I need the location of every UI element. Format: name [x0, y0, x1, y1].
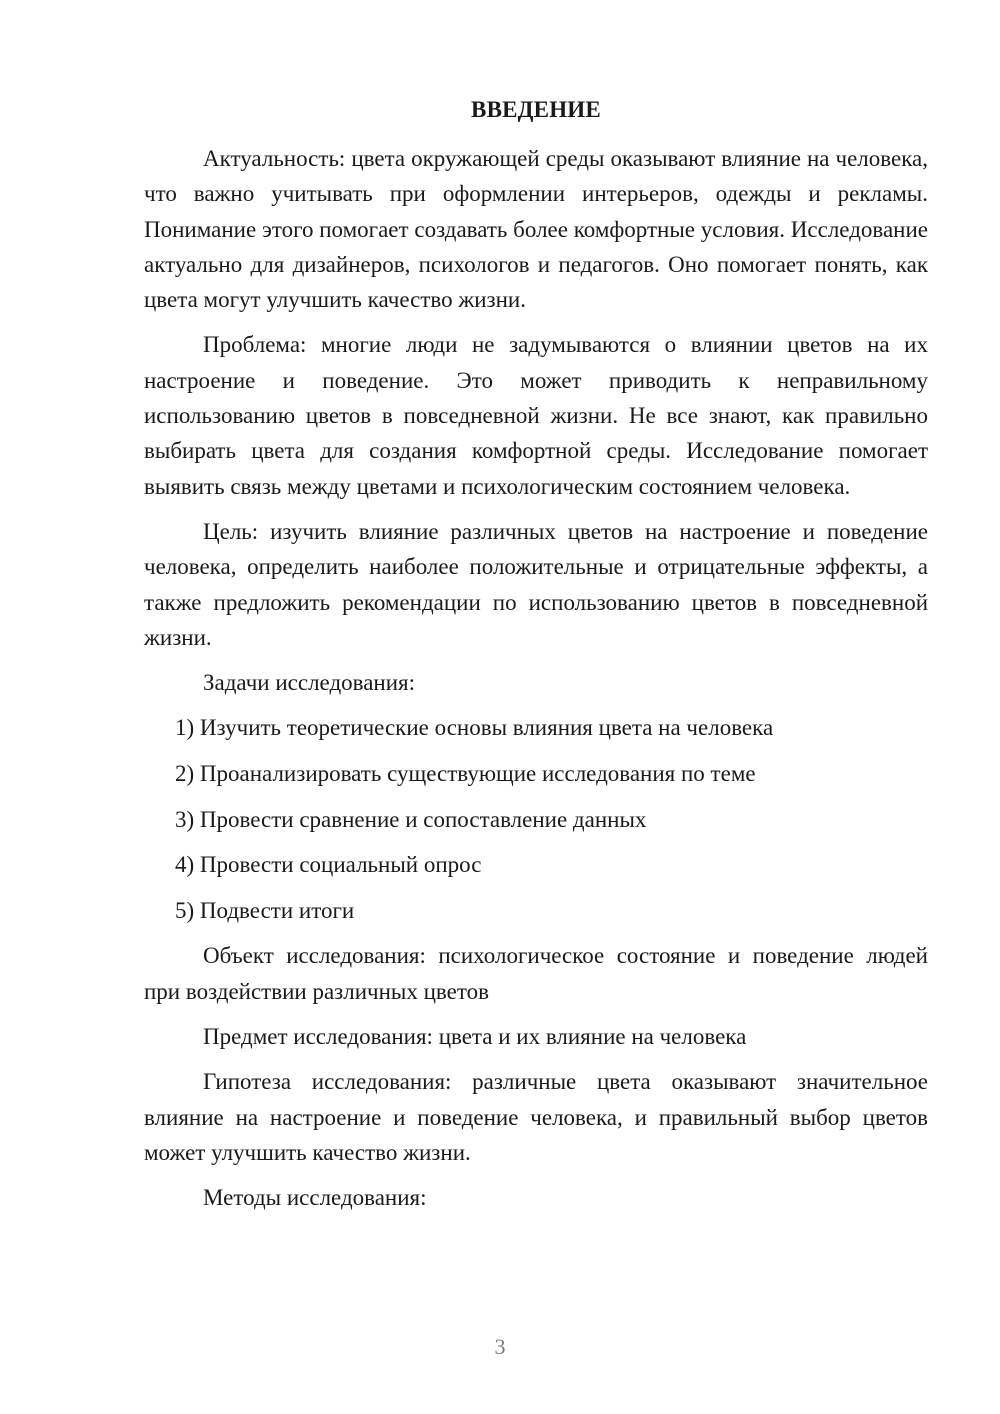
- methods-heading: Методы исследования:: [203, 1185, 427, 1211]
- list-item: 3) Провести сравнение и сопоставление данных: [175, 806, 647, 832]
- subject-paragraph: Предмет исследования: цвета и их влияние на человека: [203, 1024, 747, 1050]
- relevance-paragraph: Актуальность: цвета окружающей среды оказывают влияние на человека, что важно учитывать при оформлении интерьеров, одежды и рекламы. Понимание этого помогает создавать более комфортные условия. Исследование актуально для дизайнеров, психологов и педагогов. Оно помогает понять, как цвета могут улучшить качество жизни.: [144, 146, 928, 313]
- task-list: [144, 710, 928, 928]
- list-item: 2) Проанализировать существующие исследования по теме: [175, 761, 756, 787]
- section-heading: ВВЕДЕНИЕ: [471, 97, 601, 122]
- hypothesis-paragraph: Гипотеза исследования: различные цвета оказывают значительное влияние на настроение и поведение человека, и правильный выбор цветов может улучшить качество жизни.: [144, 1069, 928, 1165]
- problem-paragraph: Проблема: многие люди не задумываются о влиянии цветов на их настроение и поведение. Это может приводить к неправильному использованию цветов в повседневной жизни. Не все знают, как правильно выбирать цвета для создания комфортной среды. Исследование помогает выявить связь между цветами и психологическим состоянием человека.: [144, 332, 928, 499]
- list-item: 4) Провести социальный опрос: [175, 852, 482, 878]
- page-content: [144, 92, 928, 1226]
- tasks-heading: Задачи исследования:: [203, 670, 416, 696]
- goal-paragraph: Цель: изучить влияние различных цветов на настроение и поведение человека, определить наиболее положительные и отрицательные эффекты, а также предложить рекомендации по использованию цветов в повседневной жизни.: [144, 518, 928, 650]
- list-item: 5) Подвести итоги: [175, 897, 355, 923]
- list-item: 1) Изучить теоретические основы влияния цвета на человека: [175, 715, 774, 741]
- object-paragraph: Объект исследования: психологическое состояние и поведение людей при воздействии различных цветов: [144, 943, 928, 1004]
- page-number: 3: [494, 1334, 506, 1359]
